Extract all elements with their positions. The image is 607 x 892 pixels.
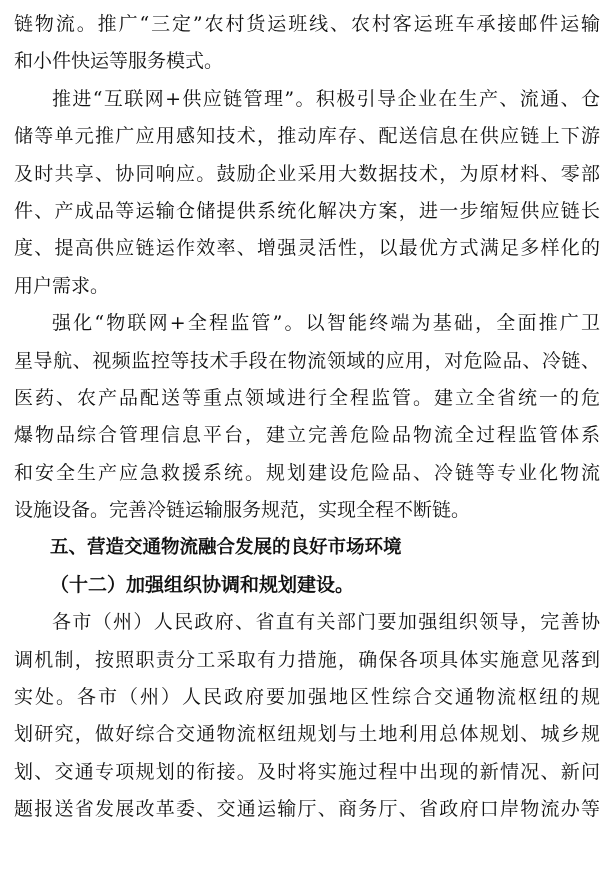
paragraph-start-line: 强化“物联网+全程监管”。以智能终端为基础，全面推广卫 bbox=[52, 312, 600, 335]
text-line: 和安全生产应急救援系统。规划建设危险品、冷链等专业化物流 bbox=[14, 461, 600, 484]
text-line: 储等单元推广应用感知技术，推动库存、配送信息在供应链上下游 bbox=[14, 125, 600, 148]
document-page bbox=[14, 6, 600, 829]
text-line: 划研究，做好综合交通物流枢纽规划与土地利用总体规划、城乡规 bbox=[14, 723, 600, 746]
paragraph-start-line: 推进“互联网+供应链管理”。积极引导企业在生产、流通、仓 bbox=[52, 87, 600, 110]
section-heading: 五、营造交通物流融合发展的良好市场环境 bbox=[50, 537, 402, 559]
text-line: 设施设备。完善冷链运输服务规范，实现全程不断链。 bbox=[14, 499, 471, 522]
text-line: 链物流。推广“三定”农村货运班线、农村客运班车承接邮件运输 bbox=[14, 13, 600, 35]
text-line: 医药、农产品配送等重点领域进行全程监管。建立全省统一的危 bbox=[14, 386, 600, 409]
text-line: 星导航、视频监控等技术手段在物流领域的应用，对危险品、冷链、 bbox=[14, 349, 600, 372]
text-line: 件、产成品等运输仓储提供系统化解决方案，进一步缩短供应链长 bbox=[14, 199, 600, 222]
text-line: 实处。各市（州）人民政府要加强地区性综合交通物流枢纽的规 bbox=[14, 686, 600, 709]
text-line: 题报送省发展改革委、交通运输厅、商务厅、省政府口岸物流办等 bbox=[14, 798, 600, 821]
text-line: 爆物品综合管理信息平台，建立完善危险品物流全过程监管体系 bbox=[14, 424, 600, 447]
text-line: 度、提高供应链运作效率、增强灵活性，以最优方式满足多样化的 bbox=[14, 237, 600, 260]
text-line: 和小件快运等服务模式。 bbox=[14, 50, 224, 73]
text-line: 及时共享、协同响应。鼓励企业采用大数据技术，为原材料、零部 bbox=[14, 162, 600, 185]
text-line: 调机制，按照职责分工采取有力措施，确保各项具体实施意见落到 bbox=[14, 648, 600, 671]
subsection-heading: （十二）加强组织协调和规划建设。 bbox=[50, 573, 355, 596]
paragraph-start-line: 各市（州）人民政府、省直有关部门要加强组织领导，完善协 bbox=[52, 611, 600, 634]
text-line: 划、交通专项规划的衔接。及时将实施过程中出现的新情况、新问 bbox=[14, 760, 600, 783]
text-line: 用户需求。 bbox=[14, 274, 110, 297]
